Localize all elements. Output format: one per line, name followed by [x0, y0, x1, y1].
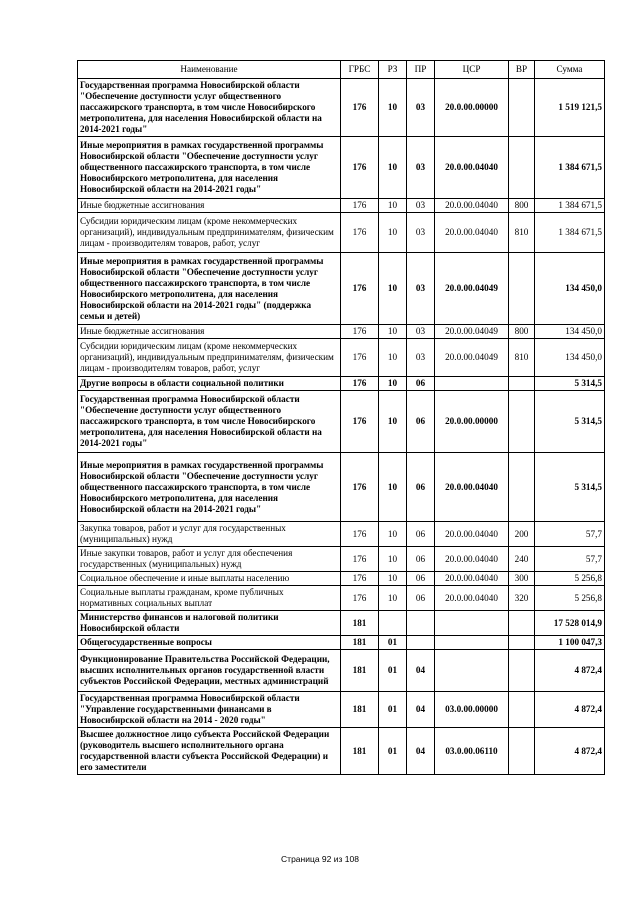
cell-grbs: 176: [341, 253, 379, 325]
cell-grbs: 176: [341, 586, 379, 611]
cell-name: Иные закупки товаров, работ и услуг для обеспечения государственных (муниципальных) нужд: [78, 547, 341, 572]
cell-grbs: 181: [341, 650, 379, 692]
cell-rz: 10: [379, 339, 407, 377]
cell-grbs: 176: [341, 199, 379, 213]
budget-table: [77, 60, 605, 775]
cell-pr: 03: [407, 253, 435, 325]
cell-rz: [379, 611, 407, 636]
cell-csr: 20.0.00.00000: [435, 79, 509, 137]
cell-rz: 01: [379, 728, 407, 775]
cell-rz: 10: [379, 213, 407, 253]
cell-sum: 4 872,4: [535, 650, 605, 692]
cell-sum: 17 528 014,9: [535, 611, 605, 636]
table-row: [78, 547, 605, 572]
cell-grbs: 176: [341, 213, 379, 253]
cell-vr: [509, 377, 535, 391]
cell-rz: 01: [379, 636, 407, 650]
cell-name: Иные мероприятия в рамках государственной программы Новосибирской области "Обеспечение доступности услуг общественного пассажирского транспорта, в том числе Новосибирского метрополитена, для населения Новосибирской области на 2014-2021 годы": [78, 137, 341, 199]
header-pr: ПР: [407, 61, 435, 79]
cell-name: Иные бюджетные ассигнования: [78, 199, 341, 213]
cell-name: Закупка товаров, работ и услуг для государственных (муниципальных) нужд: [78, 522, 341, 547]
cell-grbs: 181: [341, 728, 379, 775]
cell-vr: 800: [509, 199, 535, 213]
cell-sum: 1 384 671,5: [535, 213, 605, 253]
cell-csr: [435, 650, 509, 692]
cell-rz: 01: [379, 650, 407, 692]
cell-pr: 04: [407, 728, 435, 775]
cell-pr: 03: [407, 339, 435, 377]
cell-pr: 03: [407, 137, 435, 199]
cell-pr: 06: [407, 586, 435, 611]
table-row: [78, 453, 605, 522]
cell-grbs: 176: [341, 547, 379, 572]
cell-sum: 57,7: [535, 547, 605, 572]
cell-name: Министерство финансов и налоговой политики Новосибирской области: [78, 611, 341, 636]
cell-grbs: 181: [341, 636, 379, 650]
cell-csr: 20.0.00.04049: [435, 339, 509, 377]
cell-sum: 134 450,0: [535, 325, 605, 339]
cell-pr: 06: [407, 522, 435, 547]
cell-rz: 01: [379, 692, 407, 728]
cell-csr: [435, 636, 509, 650]
cell-csr: 20.0.00.04049: [435, 325, 509, 339]
cell-name: Социальное обеспечение и иные выплаты населению: [78, 572, 341, 586]
table-row: [78, 199, 605, 213]
cell-rz: 10: [379, 586, 407, 611]
table-row: [78, 213, 605, 253]
cell-csr: 20.0.00.04040: [435, 572, 509, 586]
cell-sum: 1 519 121,5: [535, 79, 605, 137]
cell-vr: [509, 253, 535, 325]
cell-name: Иные мероприятия в рамках государственной программы Новосибирской области "Обеспечение доступности услуг общественного пассажирского транспорта, в том числе Новосибирского метрополитена, для населения Новосибирской области на 2014-2021 годы" (поддержка семьи и детей): [78, 253, 341, 325]
cell-vr: [509, 692, 535, 728]
cell-sum: 5 314,5: [535, 453, 605, 522]
cell-sum: 134 450,0: [535, 253, 605, 325]
cell-vr: [509, 611, 535, 636]
cell-vr: [509, 79, 535, 137]
cell-vr: [509, 650, 535, 692]
table-row: [78, 650, 605, 692]
cell-pr: 04: [407, 692, 435, 728]
cell-csr: [435, 377, 509, 391]
cell-sum: 5 256,8: [535, 572, 605, 586]
header-name: Наименование: [78, 61, 341, 79]
cell-sum: 5 314,5: [535, 377, 605, 391]
cell-sum: 4 872,4: [535, 692, 605, 728]
cell-rz: 10: [379, 79, 407, 137]
header-grbs: ГРБС: [341, 61, 379, 79]
table-row: [78, 728, 605, 775]
cell-vr: [509, 453, 535, 522]
cell-csr: 20.0.00.04040: [435, 213, 509, 253]
cell-pr: 06: [407, 547, 435, 572]
cell-pr: 06: [407, 377, 435, 391]
cell-csr: 03.0.00.00000: [435, 692, 509, 728]
cell-rz: 10: [379, 199, 407, 213]
cell-csr: 20.0.00.04040: [435, 199, 509, 213]
cell-vr: 810: [509, 213, 535, 253]
header-csr: ЦСР: [435, 61, 509, 79]
cell-vr: 320: [509, 586, 535, 611]
cell-grbs: 176: [341, 522, 379, 547]
cell-grbs: 176: [341, 325, 379, 339]
cell-csr: 20.0.00.04040: [435, 137, 509, 199]
cell-rz: 10: [379, 547, 407, 572]
cell-rz: 10: [379, 522, 407, 547]
cell-name: Иные мероприятия в рамках государственной программы Новосибирской области "Обеспечение доступности услуг общественного пассажирского транспорта, в том числе Новосибирского метрополитена, для населения Новосибирской области на 2014-2021 годы": [78, 453, 341, 522]
cell-csr: [435, 611, 509, 636]
cell-csr: 20.0.00.04040: [435, 522, 509, 547]
table-row: [78, 325, 605, 339]
cell-csr: 20.0.00.04040: [435, 586, 509, 611]
cell-grbs: 181: [341, 611, 379, 636]
cell-name: Социальные выплаты гражданам, кроме публичных нормативных социальных выплат: [78, 586, 341, 611]
table-row: [78, 572, 605, 586]
page-number: Страница 92 из 108: [281, 854, 359, 864]
cell-vr: 810: [509, 339, 535, 377]
table-row: [78, 253, 605, 325]
cell-vr: [509, 636, 535, 650]
cell-name: Государственная программа Новосибирской области "Управление государственными финансами в Новосибирской области на 2014 - 2020 годы": [78, 692, 341, 728]
cell-rz: 10: [379, 137, 407, 199]
cell-pr: 03: [407, 325, 435, 339]
cell-sum: 1 384 671,5: [535, 137, 605, 199]
cell-sum: 5 314,5: [535, 391, 605, 453]
table-row: [78, 692, 605, 728]
header-vr: ВР: [509, 61, 535, 79]
cell-grbs: 176: [341, 391, 379, 453]
cell-rz: 10: [379, 391, 407, 453]
table-row: [78, 377, 605, 391]
cell-grbs: 176: [341, 377, 379, 391]
table-row: [78, 137, 605, 199]
cell-name: Субсидии юридическим лицам (кроме некоммерческих организаций), индивидуальным предпринимателям, физическим лицам - производителям товаров, работ, услуг: [78, 339, 341, 377]
cell-name: Государственная программа Новосибирской области "Обеспечение доступности услуг общественного пассажирского транспорта, в том числе Новосибирского метрополитена, для населения Новосибирской области на 2014-2021 годы": [78, 391, 341, 453]
cell-vr: [509, 137, 535, 199]
cell-rz: 10: [379, 572, 407, 586]
table-row: [78, 339, 605, 377]
cell-pr: 03: [407, 199, 435, 213]
table-header-row: [78, 61, 605, 79]
cell-rz: 10: [379, 377, 407, 391]
cell-grbs: 176: [341, 572, 379, 586]
cell-csr: 03.0.00.06110: [435, 728, 509, 775]
cell-csr: 20.0.00.04040: [435, 547, 509, 572]
cell-csr: 20.0.00.00000: [435, 391, 509, 453]
cell-vr: 200: [509, 522, 535, 547]
cell-csr: 20.0.00.04040: [435, 453, 509, 522]
table-row: [78, 522, 605, 547]
cell-grbs: 176: [341, 79, 379, 137]
cell-vr: [509, 728, 535, 775]
cell-vr: 240: [509, 547, 535, 572]
cell-pr: 06: [407, 391, 435, 453]
cell-name: Субсидии юридическим лицам (кроме некоммерческих организаций), индивидуальным предпринимателям, физическим лицам - производителям товаров, работ, услуг: [78, 213, 341, 253]
table-row: [78, 586, 605, 611]
cell-pr: 06: [407, 453, 435, 522]
cell-name: Другие вопросы в области социальной политики: [78, 377, 341, 391]
cell-rz: 10: [379, 253, 407, 325]
cell-sum: 4 872,4: [535, 728, 605, 775]
cell-sum: 1 384 671,5: [535, 199, 605, 213]
cell-csr: 20.0.00.04049: [435, 253, 509, 325]
header-rz: РЗ: [379, 61, 407, 79]
cell-grbs: 176: [341, 453, 379, 522]
cell-grbs: 176: [341, 339, 379, 377]
cell-pr: 06: [407, 572, 435, 586]
table-row: [78, 79, 605, 137]
cell-name: Общегосударственные вопросы: [78, 636, 341, 650]
cell-pr: 03: [407, 79, 435, 137]
cell-sum: 57,7: [535, 522, 605, 547]
cell-sum: 5 256,8: [535, 586, 605, 611]
table-row: [78, 391, 605, 453]
table-row: [78, 611, 605, 636]
cell-pr: [407, 611, 435, 636]
cell-grbs: 176: [341, 137, 379, 199]
cell-vr: 800: [509, 325, 535, 339]
table-row: [78, 636, 605, 650]
cell-sum: 1 100 047,3: [535, 636, 605, 650]
cell-sum: 134 450,0: [535, 339, 605, 377]
cell-rz: 10: [379, 325, 407, 339]
cell-vr: 300: [509, 572, 535, 586]
header-sum: Сумма: [535, 61, 605, 79]
cell-rz: 10: [379, 453, 407, 522]
cell-name: Иные бюджетные ассигнования: [78, 325, 341, 339]
cell-pr: 04: [407, 650, 435, 692]
cell-vr: [509, 391, 535, 453]
cell-pr: 03: [407, 213, 435, 253]
cell-grbs: 181: [341, 692, 379, 728]
cell-pr: [407, 636, 435, 650]
cell-name: Государственная программа Новосибирской области "Обеспечение доступности услуг общественного пассажирского транспорта, в том числе Новосибирского метрополитена, для населения Новосибирской области на 2014-2021 годы": [78, 79, 341, 137]
cell-name: Функционирование Правительства Российской Федерации, высших исполнительных органов государственной власти субъектов Российской Федерации, местных администраций: [78, 650, 341, 692]
cell-name: Высшее должностное лицо субъекта Российской Федерации (руководитель высшего исполнительного органа государственной власти субъекта Российской Федерации) и его заместители: [78, 728, 341, 775]
